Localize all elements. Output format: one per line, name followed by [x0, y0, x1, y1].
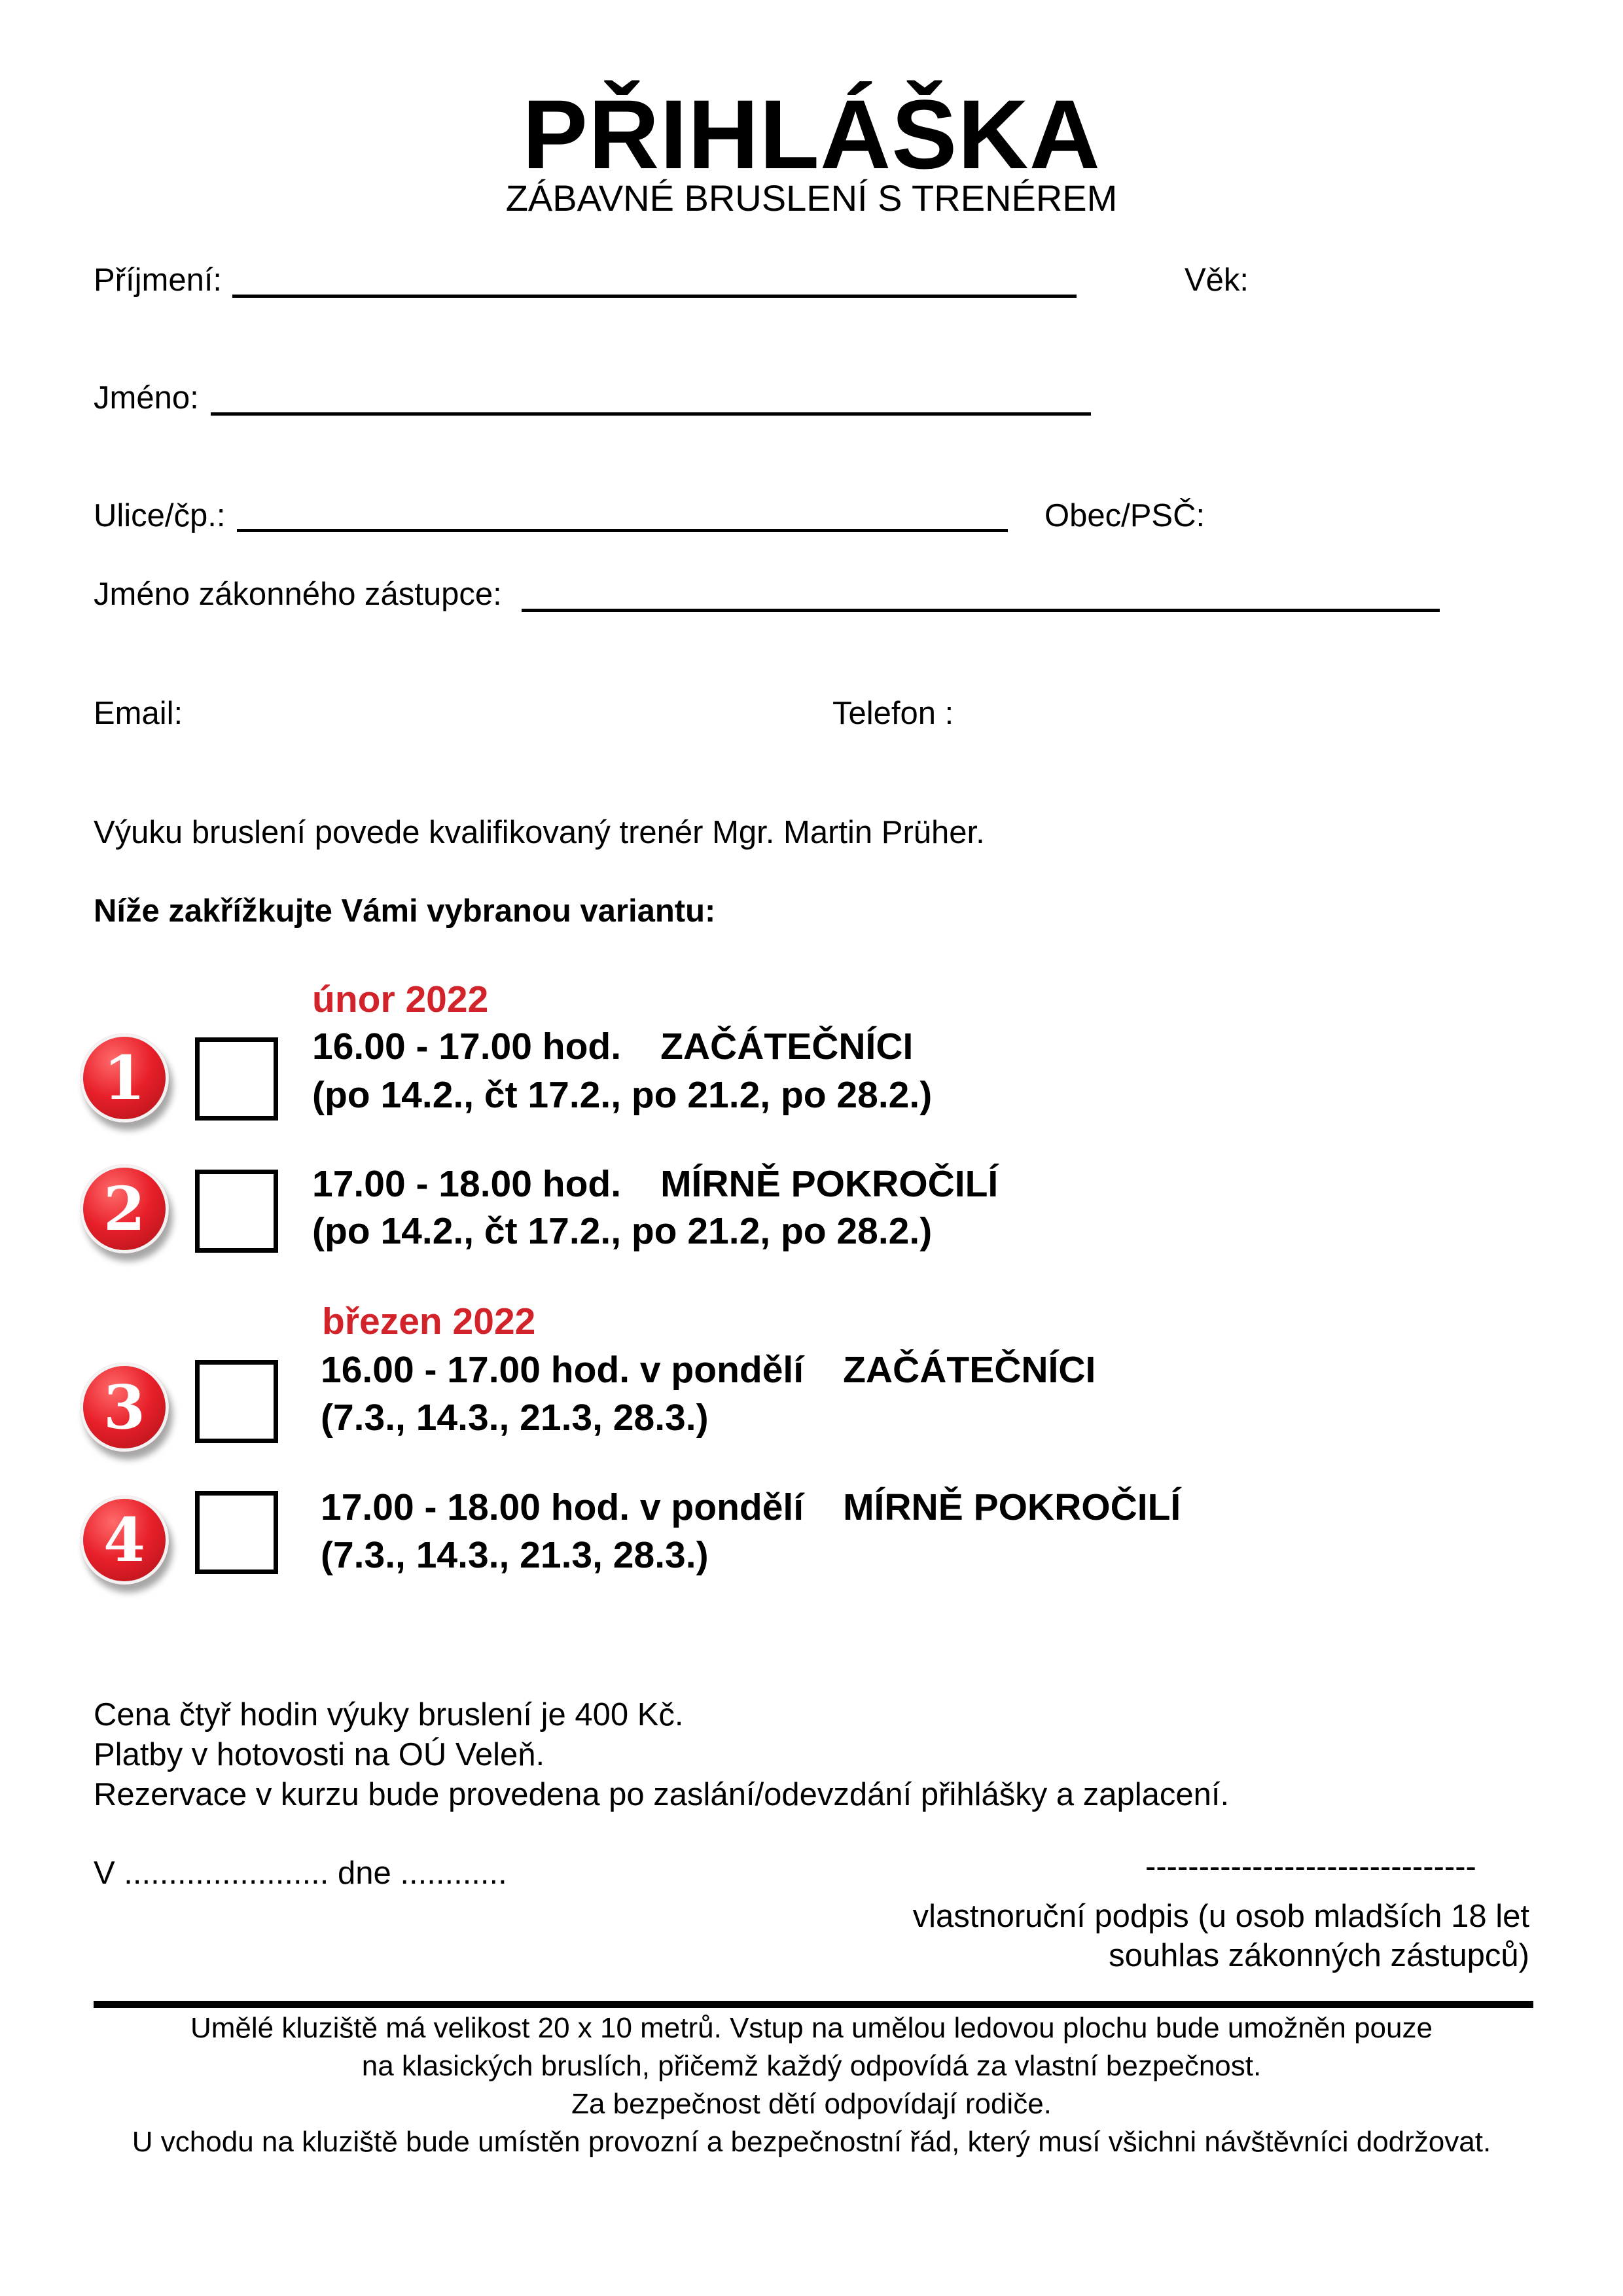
- option-level: ZAČÁTEČNÍCI: [660, 1026, 914, 1067]
- footer-line: U vchodu na kluziště bude umístěn provozní a bezpečnostní řád, který musí všichni návštěvníci dodržovat.: [132, 2126, 1491, 2158]
- footer-line: Umělé kluziště má velikost 20 x 10 metrů. Vstup na umělou ledovou plochu bude umožněn pouze: [190, 2012, 1433, 2044]
- option-time: 17.00 - 18.00 hod. v pondělí: [321, 1486, 804, 1528]
- footer-line: na klasických bruslích, přičemž každý odpovídá za vlastní bezpečnost.: [361, 2050, 1262, 2082]
- option-1-checkbox[interactable]: [195, 1037, 278, 1121]
- option-4-dates: (7.3., 14.3., 21.3, 28.3.): [321, 1534, 709, 1576]
- footer-line: Za bezpečnost dětí odpovídají rodiče.: [571, 2088, 1052, 2120]
- instruction-text: Níže zakřížkujte Vámi vybranou variantu:: [94, 893, 716, 929]
- option-level: MÍRNĚ POKROČILÍ: [843, 1486, 1181, 1528]
- email-label: Email:: [94, 696, 183, 731]
- surname-label: Příjmení:: [94, 262, 223, 298]
- option-number-badge: 2: [80, 1164, 169, 1253]
- option-4-checkbox[interactable]: [195, 1491, 278, 1574]
- city-label: Obec/PSČ:: [1044, 498, 1205, 533]
- signature-label-continued: souhlas zákonných zástupců): [1109, 1938, 1529, 1973]
- option-1-schedule: [312, 1023, 913, 1070]
- option-1-dates: (po 14.2., čt 17.2., po 21.2, po 28.2.): [312, 1074, 933, 1116]
- phone-label: Telefon :: [832, 696, 954, 731]
- option-time: 16.00 - 17.00 hod.: [312, 1026, 622, 1067]
- option-level: MÍRNĚ POKROČILÍ: [660, 1163, 999, 1205]
- option-2-checkbox[interactable]: [195, 1170, 278, 1253]
- surname-field[interactable]: [232, 295, 1077, 298]
- option-time: 16.00 - 17.00 hod. v pondělí: [321, 1349, 804, 1391]
- page-title: PŘIHLÁŠKA: [522, 79, 1101, 189]
- option-2-schedule: [312, 1160, 998, 1208]
- street-field[interactable]: [237, 529, 1008, 532]
- option-level: ZAČÁTEČNÍCI: [843, 1349, 1096, 1391]
- option-3-schedule: [321, 1346, 1096, 1393]
- street-label: Ulice/čp.:: [94, 498, 226, 533]
- payment-text: Platby v hotovosti na OÚ Veleň.: [94, 1737, 545, 1772]
- footer-notice: [0, 2009, 1623, 2161]
- guardian-field[interactable]: [522, 609, 1440, 612]
- first-name-field[interactable]: [211, 412, 1091, 416]
- signature-label: vlastnoruční podpis (u osob mladších 18 let: [912, 1899, 1529, 1934]
- place-date-line: V ....................... dne ............: [94, 1856, 507, 1891]
- month-heading-march: březen 2022: [322, 1300, 536, 1342]
- option-time: 17.00 - 18.00 hod.: [312, 1163, 622, 1205]
- age-label: Věk:: [1185, 262, 1249, 298]
- option-number-badge: 3: [80, 1363, 169, 1452]
- option-3-dates: (7.3., 14.3., 21.3, 28.3.): [321, 1397, 709, 1439]
- option-3-checkbox[interactable]: [195, 1360, 278, 1443]
- guardian-label: Jméno zákonného zástupce:: [94, 577, 502, 612]
- option-number-badge: 4: [80, 1496, 169, 1585]
- trainer-info: Výuku bruslení povede kvalifikovaný trenér Mgr. Martin Prüher.: [94, 815, 985, 850]
- page-subtitle: ZÁBAVNÉ BRUSLENÍ S TRENÉREM: [505, 177, 1118, 219]
- option-2-dates: (po 14.2., čt 17.2., po 21.2, po 28.2.): [312, 1210, 933, 1252]
- signature-line: -------------------------------: [1145, 1849, 1476, 1884]
- reservation-text: Rezervace v kurzu bude provedena po zaslání/odevzdání přihlášky a zaplacení.: [94, 1777, 1230, 1812]
- first-name-label: Jméno:: [94, 380, 199, 416]
- month-heading-february: únor 2022: [312, 978, 489, 1020]
- footer-divider: [94, 2001, 1533, 2008]
- price-text: Cena čtyř hodin výuky bruslení je 400 Kč.: [94, 1697, 684, 1732]
- option-number-badge: 1: [80, 1033, 169, 1122]
- option-4-schedule: [321, 1484, 1181, 1531]
